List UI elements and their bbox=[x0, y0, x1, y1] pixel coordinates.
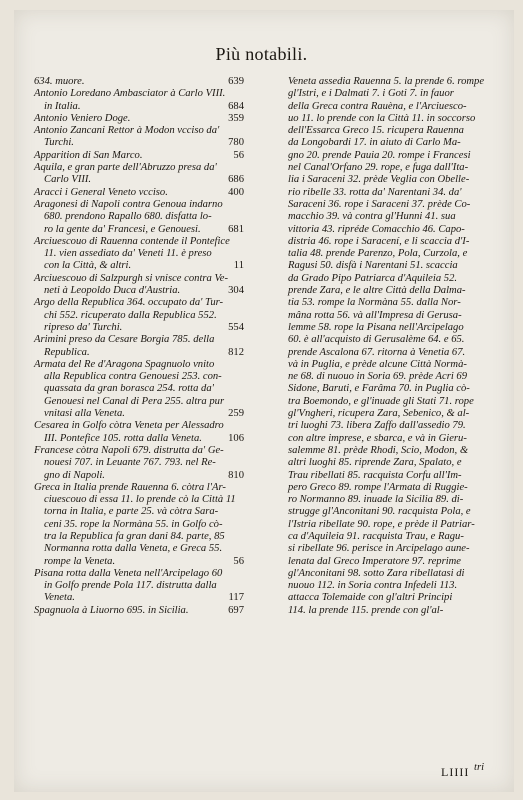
page-reference: 106 bbox=[228, 432, 244, 444]
index-entry-line: con la Città, & altri. bbox=[44, 260, 132, 272]
index-entry bbox=[34, 605, 244, 617]
index-entry bbox=[34, 76, 244, 88]
page-reference: 780 bbox=[228, 137, 244, 149]
index-entry-line: ripreso da' Turchi. bbox=[44, 321, 123, 333]
index-text-line: prende Zara, e le altre Città della Dalma- bbox=[288, 285, 466, 297]
index-entry-line: quassata da gran borasca 254. rotta da' bbox=[44, 383, 214, 395]
index-entry-line: Argo della Republica 364. occupato da' Tur- bbox=[34, 297, 224, 309]
index-entry-line: Antonio Veniero Doge. bbox=[34, 112, 131, 124]
index-text-line: l'Istria ribellate 90. rope, e prède il Patriar- bbox=[288, 518, 475, 530]
index-column-left bbox=[34, 76, 244, 617]
page-reference: 304 bbox=[228, 285, 244, 297]
index-entry-line: III. Pontefice 105. rotta dalla Veneta. bbox=[44, 432, 202, 444]
index-entry-line: nouesi 707. in Leuante 767. 793. nel Re- bbox=[44, 457, 216, 469]
page-reference: 686 bbox=[228, 174, 244, 186]
page-reference: 554 bbox=[228, 321, 244, 333]
index-entry-line: Greca in Italia prende Rauenna 6. còtra l'Ar- bbox=[34, 481, 226, 493]
index-text-line: Saraceni 36. rope i Saraceni 37. prède Co- bbox=[288, 198, 471, 210]
index-text-line: dell'Essarca Greco 15. ricupera Rauenna bbox=[288, 125, 464, 137]
index-entry bbox=[34, 125, 244, 150]
index-text-line: nuouo 112. in Soria contra Infedeli 113. bbox=[288, 580, 458, 592]
index-entry bbox=[34, 482, 244, 568]
index-entry-line: Veneta. bbox=[44, 592, 75, 604]
index-text-line: và in Puglia, e prède alcune Città Normà- bbox=[288, 358, 467, 370]
index-entry bbox=[34, 199, 244, 236]
index-entry-line: vnitasi alla Veneta. bbox=[44, 408, 125, 420]
index-text-line: da Grado Pipo Patriarca d'Aquileia 52. bbox=[288, 272, 458, 284]
index-text-line: gl'Istri, e i Dalmati 7. i Goti 7. in fauor bbox=[288, 88, 454, 100]
page-reference: 259 bbox=[228, 408, 244, 420]
index-entry-line: Arimini preso da Cesare Borgia 785. della bbox=[34, 334, 215, 346]
page-reference: 684 bbox=[228, 100, 244, 112]
catchword: tri bbox=[474, 762, 485, 773]
index-entry-line: Antonio Zancani Rettor à Modon vcciso da' bbox=[34, 125, 220, 137]
index-text-line: salemme 81. prède Rhodi, Scio, Modon, & bbox=[288, 444, 469, 456]
index-text-line: mâna rotta 56. và all'Impresa di Gerusa- bbox=[288, 309, 462, 321]
index-text-line: strugge gl'Anconitani 90. racquista Pola, e bbox=[288, 506, 471, 518]
index-entry-line: Turchi. bbox=[44, 137, 74, 149]
index-entry-line: Antonio Loredano Ambasciator à Carlo VIII. bbox=[34, 88, 226, 100]
page-reference: 812 bbox=[228, 346, 244, 358]
index-column-right bbox=[288, 76, 500, 617]
index-text-line: talia 48. prende Parenzo, Pola, Curzola, e bbox=[288, 248, 468, 260]
page-reference: 56 bbox=[233, 555, 244, 567]
index-text-line: altri luoghi 85. riprende Zara, Spalato, e bbox=[288, 457, 462, 469]
index-entry-line: Pisana rotta dalla Veneta nell'Arcipelago 60 bbox=[34, 567, 223, 579]
index-entry-line: Apparition di San Marco. bbox=[34, 149, 143, 161]
index-text-line: gno 20. prende Pauia 20. rompe i Francesi bbox=[288, 149, 471, 161]
index-text-line: Veneta assedia Rauenna 5. la prende 6. rompe bbox=[288, 76, 485, 87]
index-text-line: rio ribelle 33. rotta da' Narentani 34. da' bbox=[288, 186, 462, 198]
index-entry-line: torna in Italia, e parte 25. và còtra Sara- bbox=[44, 506, 219, 518]
index-text-line: Trau ribellati 85. racquista Corfu all'Im- bbox=[288, 469, 462, 481]
index-entry bbox=[34, 334, 244, 359]
index-text-line: nel Canal'Orfano 29. rope, e fuga dall'Ita- bbox=[288, 162, 469, 174]
index-text-line: ne 68. di nuouo in Soria 69. prède Acri 69 bbox=[288, 371, 468, 383]
index-entry-line: 680. prendono Rapallo 680. disfatta lo- bbox=[44, 211, 212, 223]
index-entry-line: Normanna rotta dalla Veneta, e Greca 55. bbox=[44, 543, 223, 555]
index-entry bbox=[34, 568, 244, 605]
index-text-line: si ribellate 96. perisce in Arcipelago aune- bbox=[288, 543, 470, 555]
index-entry-line: ro la gente da' Francesi, e Genouesi. bbox=[44, 223, 201, 235]
index-text-line: gl'Anconitani 98. sotto Zara ribellatasi di bbox=[288, 567, 465, 579]
page-reference: 359 bbox=[228, 112, 244, 124]
index-entry-line: neti à Leopoldo Duca d'Austria. bbox=[44, 285, 181, 297]
index-entry bbox=[34, 113, 244, 125]
index-entry-line: ceni 35. rope la Normàna 55. in Golfo cò- bbox=[44, 518, 223, 530]
index-text-line: macchio 39. và contra gl'Hunni 41. sua bbox=[288, 211, 456, 223]
index-entry-line: Arciuescouo di Rauenna contende il Pontefice bbox=[34, 235, 230, 247]
index-text-line: 114. la prende 115. prende con gl'al- bbox=[288, 604, 444, 616]
index-entry-line: Aracci i General Veneto vcciso. bbox=[34, 186, 168, 198]
page-title: Più notabili. bbox=[215, 44, 308, 64]
page-reference: 697 bbox=[228, 604, 244, 616]
index-entry-line: Genouesi nel Canal di Pera 255. altra pur bbox=[44, 395, 225, 407]
index-entry-line: Aquila, e gran parte dell'Abruzzo presa da' bbox=[34, 162, 217, 174]
index-text-line: lenata dal Greco Imperatore 97. reprime bbox=[288, 555, 461, 567]
page-reference: 11 bbox=[233, 260, 244, 272]
index-text-line: ro Normanno 89. inuade la Sicilia 89. di- bbox=[288, 494, 464, 506]
index-entry-line: Cesarea in Golfo còtra Veneta per Alessadro bbox=[34, 420, 224, 432]
index-text-line: lemme 58. rope la Pisana nell'Arcipelago bbox=[288, 321, 464, 333]
index-entry bbox=[34, 88, 244, 113]
index-text-line: della Greca contra Rauèna, e l'Arciuesco- bbox=[288, 100, 467, 112]
index-entry-line: in Italia. bbox=[44, 100, 81, 112]
index-text-line: tia 53. rompe la Normàna 55. dalla Nor- bbox=[288, 297, 461, 309]
page-reference: 639 bbox=[228, 76, 244, 87]
index-text-line: Sidone, Baruti, e Farâma 70. in Puglia cò- bbox=[288, 383, 470, 395]
index-text-line: vittoria 43. ripréde Comacchio 46. Capo- bbox=[288, 223, 465, 235]
index-entry-line: Armata del Re d'Aragona Spagnuolo vnito bbox=[34, 358, 215, 370]
index-entry bbox=[34, 162, 244, 187]
index-entry-line: Aragonesi di Napoli contra Genoua indarno bbox=[34, 198, 223, 210]
index-text-line: pero Greco 89. rompe l'Armata di Ruggie- bbox=[288, 481, 468, 493]
page-reference: 400 bbox=[228, 186, 244, 198]
index-entry-line: Carlo VIII. bbox=[44, 174, 92, 186]
index-entry bbox=[34, 359, 244, 420]
index-entry-line: ciuescouo di essa 11. lo prende cò la Città 11 bbox=[44, 494, 236, 506]
folio-number: LIIII bbox=[441, 765, 470, 779]
index-entry-line: rompe la Veneta. bbox=[44, 555, 116, 567]
index-text-line: attacca Tolemaide con gl'altri Principi bbox=[288, 592, 453, 604]
index-entry bbox=[34, 420, 244, 445]
index-entry-line: chi 552. ricuperato dalla Republica 552. bbox=[44, 309, 217, 321]
index-text-line: uo 11. lo prende con la Città 11. in soccorso bbox=[288, 112, 476, 124]
page-reference: 810 bbox=[228, 469, 244, 481]
page-reference: 117 bbox=[228, 592, 244, 604]
index-entry bbox=[34, 150, 244, 162]
index-entry-line: Francese còtra Napoli 679. distrutta da' Ge- bbox=[34, 444, 224, 456]
index-text-line: ca d'Aquileia 91. racquista Trau, e Ragu- bbox=[288, 530, 464, 542]
index-text-line: 60. è all'acquisto di Gerusalème 64. e 65. bbox=[288, 334, 465, 346]
index-text-line: tri luoghi 73. libera Zaffo dall'assedio 79. bbox=[288, 420, 466, 432]
index-text-line: lia i Saraceni 32. prède Veglia con Obelle- bbox=[288, 174, 470, 186]
index-entry-line: Spagnuola à Liuorno 695. in Sicilia. bbox=[34, 604, 189, 616]
index-text-line: Ragusi 50. disfà i Narentani 51. scaccia bbox=[288, 260, 458, 272]
index-entry-line: 11. vien assediato da' Veneti 11. è preso bbox=[44, 248, 212, 260]
index-entry-line: gno di Napoli. bbox=[44, 469, 105, 481]
index-text-line: tra Boemondo, e gl'inuade gli Stati 71. rope bbox=[288, 395, 474, 407]
index-entry-line: tra la Republica fa gran dani 84. parte, 85 bbox=[44, 530, 225, 542]
index-entry-line: alla Republica contra Genouesi 253. con- bbox=[44, 371, 222, 383]
index-text-line: prende Ascalona 67. ritorna à Venetia 67. bbox=[288, 346, 466, 358]
index-text-line: distria 46. rope i Saracení, e li scaccia d'I- bbox=[288, 235, 470, 247]
index-text-line: da Longobardi 17. in aiuto di Carlo Ma- bbox=[288, 137, 461, 149]
index-entry-line: 634. muore. bbox=[34, 76, 85, 87]
page-reference: 681 bbox=[228, 223, 244, 235]
index-text-line: gl'Vngheri, ricupera Zara, Sebenico, & al- bbox=[288, 408, 470, 420]
page-reference: 56 bbox=[233, 149, 244, 161]
index-entry bbox=[34, 445, 244, 482]
index-entry-line: Republica. bbox=[44, 346, 90, 358]
index-text-line: con altre imprese, e sbarca, e và in Gieru- bbox=[288, 432, 467, 444]
index-entry bbox=[34, 297, 244, 334]
index-entry bbox=[34, 273, 244, 298]
index-entry bbox=[34, 187, 244, 199]
index-entry-line: in Golfo prende Pola 117. distrutta dalla bbox=[44, 580, 217, 592]
index-entry-line: Arciuescouo di Salzpurgh si vnisce contra Ve- bbox=[34, 272, 228, 284]
index-entry bbox=[34, 236, 244, 273]
